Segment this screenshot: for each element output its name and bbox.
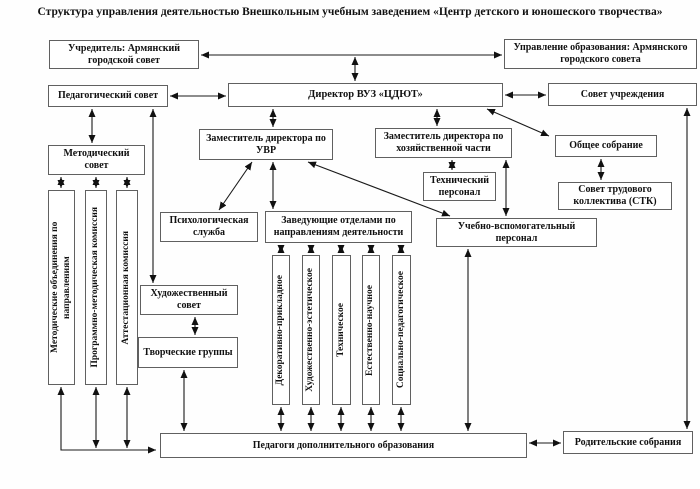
node-dept-decorative-applied: Декоративно-прикладное <box>272 255 290 405</box>
node-creative-groups: Творческие группы <box>138 337 238 368</box>
node-dept-natural-science: Естественно-научное <box>362 255 380 405</box>
node-pedagogical-council: Педагогический совет <box>48 85 168 107</box>
node-additional-education-teachers: Педагоги дополнительного образования <box>160 433 527 458</box>
node-psychological-service: Психологическая служба <box>160 212 258 242</box>
node-founder: Учредитель: Армянский городской совет <box>49 40 199 69</box>
node-labor-collective-council: Совет трудового коллектива (СТК) <box>558 182 672 210</box>
node-attestation-commission: Аттестационная комиссия <box>116 190 138 385</box>
node-technical-staff: Технический персонал <box>423 172 496 201</box>
node-dept-social-pedagogical: Социально-педагогическое <box>392 255 411 405</box>
node-general-meeting: Общее собрание <box>555 135 657 157</box>
node-program-methodical-commission: Программно-методическая комиссия <box>85 190 107 385</box>
node-director: Директор ВУЗ «ЦДЮТ» <box>228 83 503 107</box>
node-deputy-director-household: Заместитель директора по хозяйственной части <box>375 128 512 158</box>
node-dept-artistic-aesthetic: Художественно-эстетическое <box>302 255 320 405</box>
node-support-staff: Учебно-вспомогательный персонал <box>436 218 597 247</box>
node-education-department: Управление образования: Армянского городского совета <box>504 39 697 69</box>
node-methodical-associations: Методические объединения по направлениям <box>48 190 75 385</box>
node-department-heads: Заведующие отделами по направлениям деятельности <box>265 211 412 243</box>
node-methodical-council: Методический совет <box>48 145 145 175</box>
node-institution-council: Совет учреждения <box>548 83 697 106</box>
node-deputy-director-uvr: Заместитель директора по УВР <box>199 129 333 160</box>
node-dept-technical: Техническое <box>332 255 351 405</box>
node-art-council: Художественный совет <box>140 285 238 315</box>
node-parent-meetings: Родительские собрания <box>563 431 693 454</box>
page-title: Структура управления деятельностью Внешкольным учебным заведением «Центр детского и юношеского творчества» <box>37 6 663 18</box>
